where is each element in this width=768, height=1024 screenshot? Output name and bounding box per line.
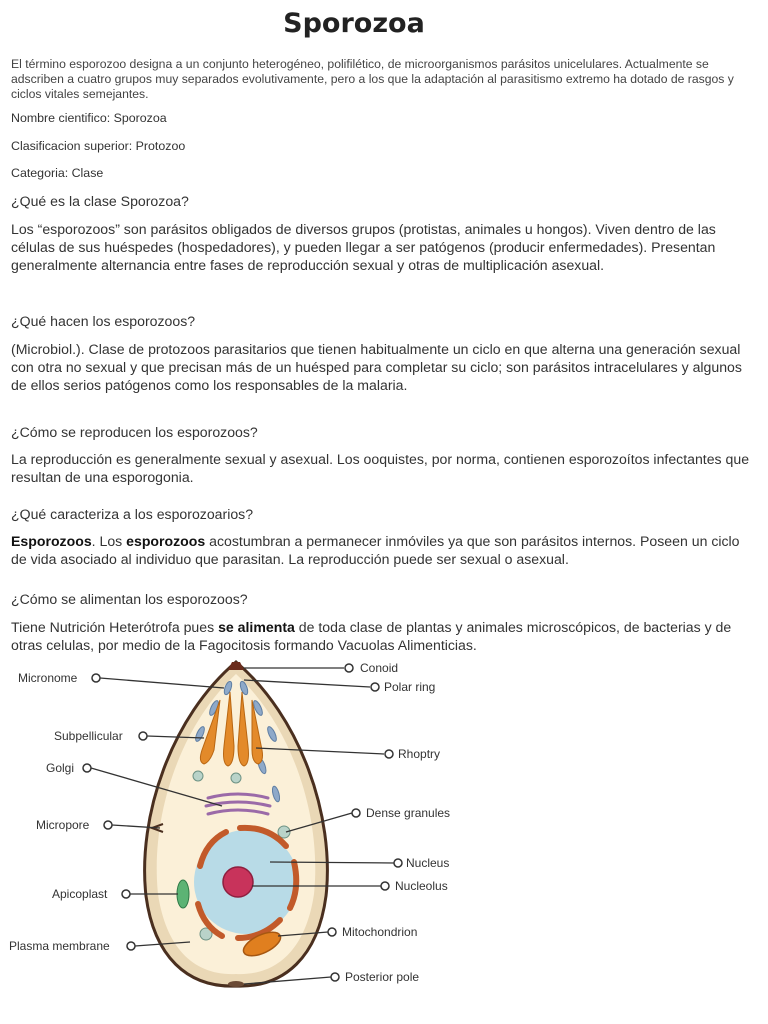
label-nucleus: Nucleus bbox=[406, 856, 450, 870]
answer-text: . Los bbox=[91, 533, 127, 549]
question-what-do: ¿Qué hacen los esporozoos? bbox=[11, 313, 196, 329]
label-nucleolus: Nucleolus bbox=[395, 879, 448, 893]
page-title: Sporozoa bbox=[283, 8, 425, 39]
label-posterior-pole: Posterior pole bbox=[345, 970, 420, 984]
label-mitochondrion: Mitochondrion bbox=[342, 925, 418, 939]
conoid-shape bbox=[228, 662, 244, 670]
intro-paragraph: El término esporozoo designa a un conjunto heterogéneo, polifilético, de microorganismos parásitos unicelulares. Actualmente se adscriben a cuatro grupos muy separados evolutivamente, pero a los que la adaptación al parasitismo extremo ha dotado de rasgos y ciclos vitales semejantes. bbox=[11, 57, 734, 101]
question-reproduce: ¿Cómo se reproducen los esporozoos? bbox=[11, 424, 258, 440]
label-rhoptry: Rhoptry bbox=[398, 747, 441, 761]
meta-category: Categoria: Clase bbox=[11, 166, 104, 180]
label-polar-ring: Polar ring bbox=[384, 680, 436, 694]
label-conoid: Conoid bbox=[360, 661, 399, 675]
question-characteristics: ¿Qué caracteriza a los esporozoarios? bbox=[11, 506, 254, 522]
label-apicoplast: Apicoplast bbox=[52, 887, 108, 901]
answer-characteristics bbox=[11, 532, 757, 568]
answer-what-do: (Microbiol.). Clase de protozoos parasitarios que tienen habitualmente un ciclo en que alterna una generación sexual con otra no sexual y que precisan más de un huésped para completar su ciclo; son parásitos intracelulares y algunos de ellos serios patógenos como los responsables de la malaria. bbox=[11, 341, 742, 393]
question-feeding: ¿Cómo se alimentan los esporozoos? bbox=[11, 591, 248, 607]
answer-text: acostumbran a permanecer inmóviles ya que son parásitos internos. Poseen un ciclo de vida asociado al individuo que parasitan. La reproducción puede ser sexual o asexual. bbox=[11, 533, 740, 567]
bold-term: se alimenta bbox=[218, 619, 295, 635]
label-plasma-membrane: Plasma membrane bbox=[9, 939, 110, 953]
question-what-is: ¿Qué es la clase Sporozoa? bbox=[11, 193, 189, 209]
apicoplast-shape bbox=[177, 880, 189, 908]
posterior-pole-shape bbox=[228, 981, 244, 987]
bold-term: Esporozoos bbox=[11, 533, 92, 549]
answer-text: de toda clase de plantas y animales microscópicos, de bacterias y de otras celulas, por medio de la Fagocitosis formando Vacuolas Alimenticias. bbox=[11, 619, 732, 653]
answer-feeding bbox=[11, 618, 757, 654]
meta-scientific-name: Nombre cientifico: Sporozoa bbox=[11, 111, 167, 125]
nucleolus-shape bbox=[223, 867, 253, 897]
bold-term: esporozoos bbox=[126, 533, 206, 549]
label-micronome: Micronome bbox=[18, 671, 78, 685]
label-micropore: Micropore bbox=[36, 818, 90, 832]
answer-text: Tiene Nutrición Heterótrofa pues bbox=[11, 619, 219, 635]
answer-what-is: Los “esporozoos” son parásitos obligados de diversos grupos (protistas, animales u hongos). Viven dentro de las células de sus huéspedes (hospedadores), y pueden llegar a ser patógenos (producir enfermedades). Presentan generalmente alternancia entre fases de reproducción sexual y otras de multiplicación asexual. bbox=[11, 221, 716, 273]
meta-classification: Clasificacion superior: Protozoo bbox=[11, 139, 186, 153]
answer-reproduce: La reproducción es generalmente sexual y asexual. Los ooquistes, por norma, contienen esporozoítos infectantes que resultan de una esporogonia. bbox=[11, 451, 750, 485]
label-dense-granules: Dense granules bbox=[366, 806, 451, 820]
sporozoite-diagram bbox=[0, 656, 768, 1000]
label-subpellicular: Subpellicular bbox=[54, 729, 123, 743]
label-golgi: Golgi bbox=[46, 761, 75, 775]
